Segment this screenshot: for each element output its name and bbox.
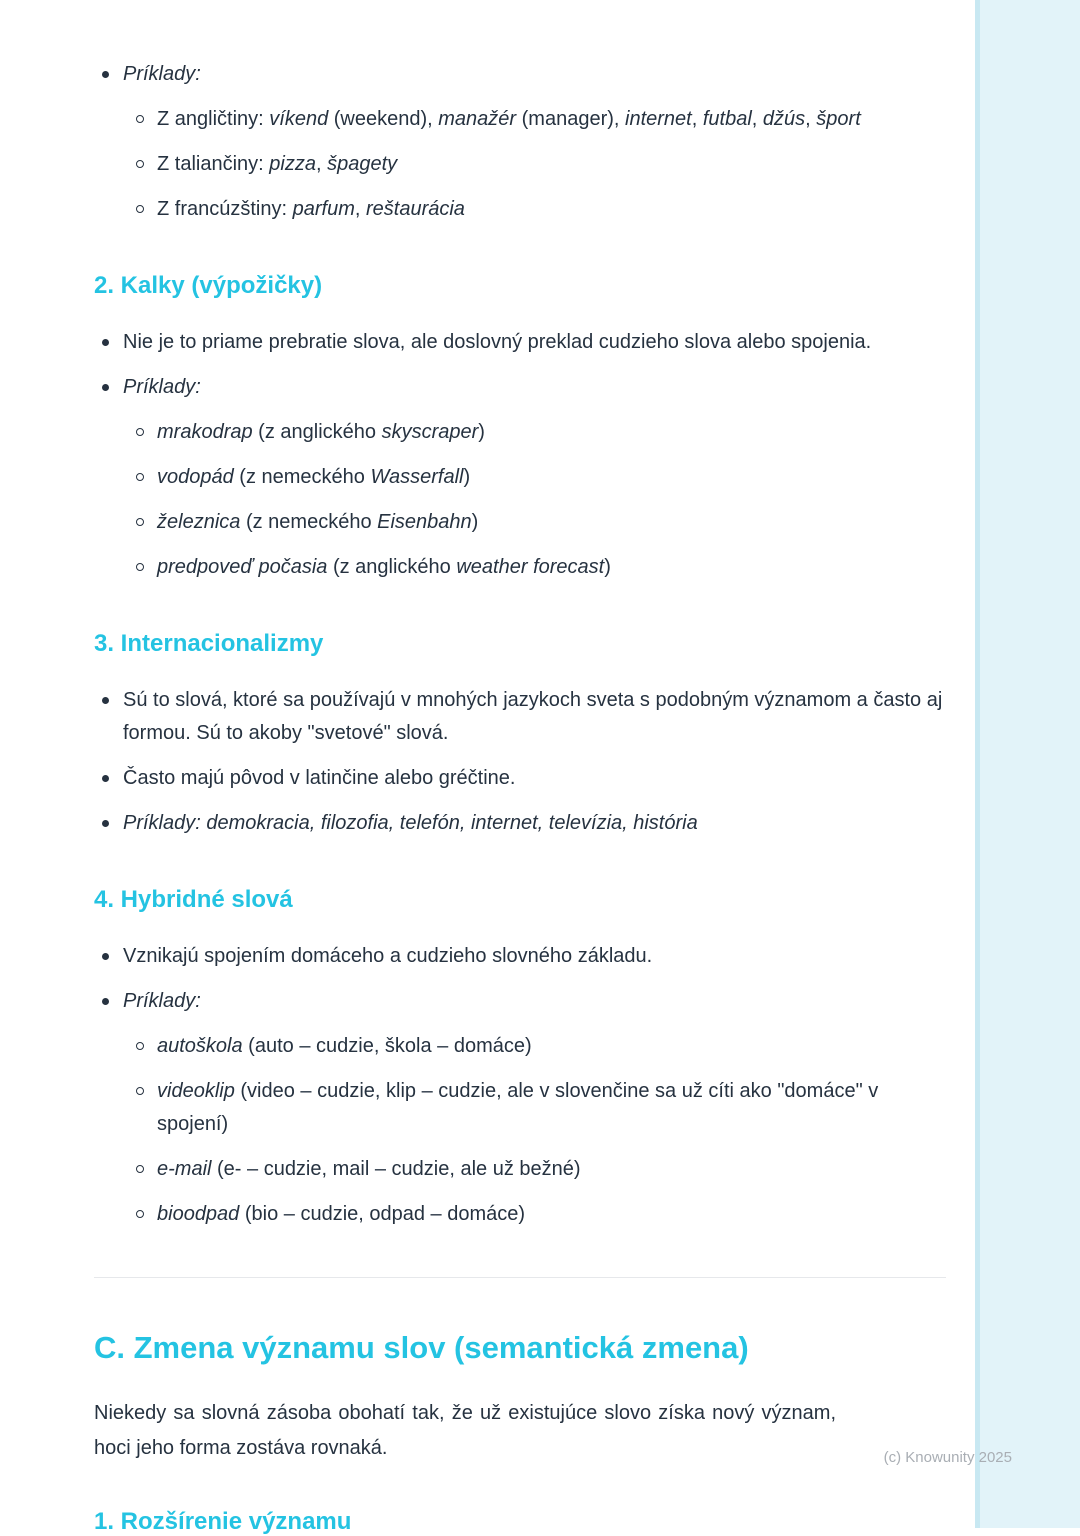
list-item [94,58,946,91]
list-item-text: mrakodrap (z anglického skyscraper) [157,421,485,443]
chapter-paragraph: Niekedy sa slovná zásoba obohatí tak, že už existujúce slovo získa nový význam, hoci jeho forma zostáva rovnaká. [94,1402,836,1459]
page-edge-stripe-border [975,0,980,1528]
internacionalizmy-list [94,684,946,840]
list-item [94,506,946,539]
circle-bullet-icon [136,473,144,481]
bullet-icon [102,71,109,78]
list-item [94,1030,946,1063]
circle-bullet-icon [136,160,144,168]
list-item-text: videoklip (video – cudzie, klip – cudzie, ale v slovenčine sa už cíti ako "domáce" v spojení) [157,1080,879,1135]
circle-bullet-icon [136,518,144,526]
list-item [94,371,946,404]
watermark: (c) Knowunity 2025 [883,1449,1012,1466]
list-item-text: železnica (z nemeckého Eisenbahn) [157,511,479,533]
section-divider [94,1277,946,1278]
section-heading-internacionalizmy: 3. Internacionalizmy [94,630,324,657]
document-content [94,56,946,1536]
section-internacionalizmy [94,630,946,840]
section-heading-kalky: 2. Kalky (výpožičky) [94,272,323,299]
circle-bullet-icon [136,1087,144,1095]
list-item [94,762,946,795]
section-heading-hybridne-slova: 4. Hybridné slová [94,886,293,913]
bullet-icon [102,697,109,704]
examples-list [94,58,946,226]
list-item [94,1198,946,1231]
circle-bullet-icon [136,1042,144,1050]
kalky-list [94,326,946,584]
list-item-text: Príklady: [123,376,201,398]
list-item [94,684,946,750]
circle-bullet-icon [136,1210,144,1218]
list-item-text: predpoveď počasia (z anglického weather forecast) [157,556,611,578]
section-kalky [94,272,946,584]
list-item [94,1075,946,1141]
circle-bullet-icon [136,205,144,213]
bullet-icon [102,953,109,960]
circle-bullet-icon [136,563,144,571]
page-edge-stripe [980,0,1080,1528]
list-item-text: Z francúzštiny: parfum, reštaurácia [157,198,465,220]
list-item-text: autoškola (auto – cudzie, škola – domáce) [157,1035,532,1057]
list-item [94,551,946,584]
bullet-icon [102,775,109,782]
list-item [94,193,946,226]
list-item [94,416,946,449]
bullet-icon [102,339,109,346]
list-item-text: Príklady: [123,63,201,85]
list-item-text: e-mail (e- – cudzie, mail – cudzie, ale už bežné) [157,1158,581,1180]
bullet-icon [102,820,109,827]
list-item [94,148,946,181]
circle-bullet-icon [136,115,144,123]
hybridne-slova-list [94,940,946,1231]
chapter-heading: C. Zmena významu slov (semantická zmena) [94,1330,749,1365]
bullet-icon [102,998,109,1005]
list-item-text: bioodpad (bio – cudzie, odpad – domáce) [157,1203,526,1225]
list-item-text: Vznikajú spojením domáceho a cudzieho slovného základu. [123,945,653,967]
list-item [94,940,946,973]
list-item [94,985,946,1018]
list-item-text: Z taliančiny: pizza, špagety [157,153,398,175]
list-item-text: vodopád (z nemeckého Wasserfall) [157,466,471,488]
list-item [94,326,946,359]
section-zmena-vyznamu [94,1330,946,1536]
list-item [94,103,946,136]
list-item-text: Často majú pôvod v latinčine alebo gréčtine. [123,767,516,789]
circle-bullet-icon [136,428,144,436]
list-item-text: Z angličtiny: víkend (weekend), manažér (manager), internet, futbal, džús, šport [157,108,861,130]
list-item [94,807,946,840]
section-heading-rozsirenie: 1. Rozšírenie významu [94,1508,352,1535]
list-item-text: Príklady: demokracia, filozofia, telefón, internet, televízia, história [123,812,698,834]
circle-bullet-icon [136,1165,144,1173]
list-item-text: Sú to slová, ktoré sa používajú v mnohých jazykoch sveta s podobným významom a často aj formou. Sú to akoby "svetové" slová. [123,689,943,744]
section-hybridne-slova [94,886,946,1231]
list-item [94,1153,946,1186]
list-item-text: Nie je to priame prebratie slova, ale doslovný preklad cudzieho slova alebo spojenia. [123,331,872,353]
list-item-text: Príklady: [123,990,201,1012]
list-item [94,461,946,494]
bullet-icon [102,384,109,391]
